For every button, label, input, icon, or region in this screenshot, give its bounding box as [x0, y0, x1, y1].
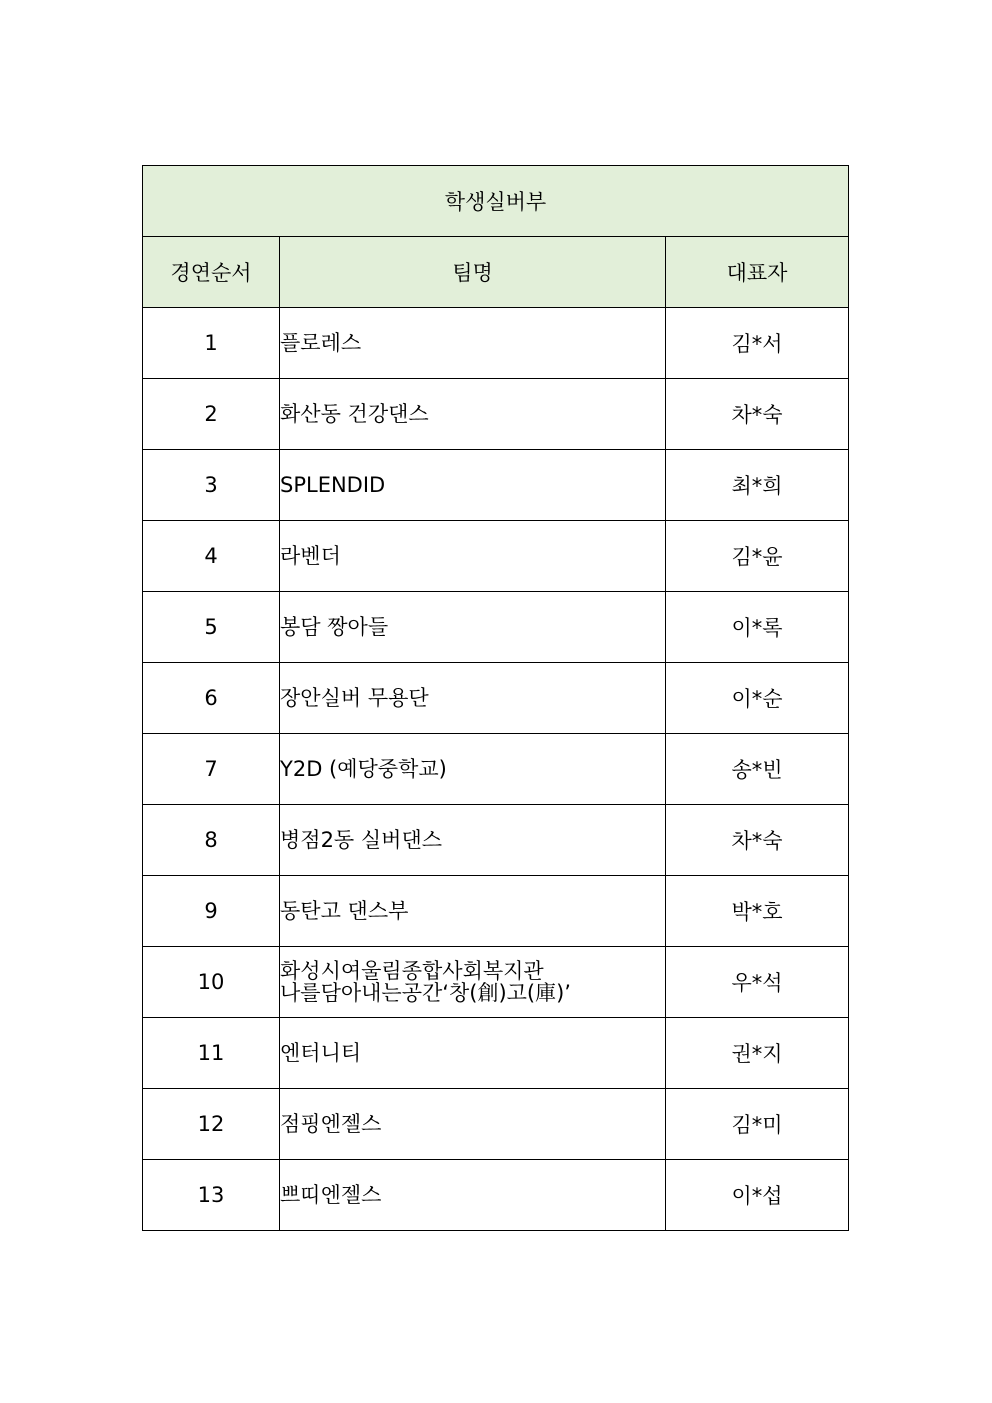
document-page: [142, 165, 848, 1231]
team-name-cell: [280, 1089, 666, 1160]
team-name-line: 장안실버 무용단: [280, 686, 429, 710]
team-name-cell: [280, 805, 666, 876]
table-title: 학생실버부: [143, 166, 849, 237]
team-name-cell: [280, 663, 666, 734]
table-body: [143, 308, 849, 1231]
performance-order-cell: 13: [143, 1160, 280, 1231]
team-name-line: 엔터니티: [280, 1041, 362, 1065]
performance-order-cell: 7: [143, 734, 280, 805]
team-name-cell: [280, 734, 666, 805]
table-row: [143, 663, 849, 734]
representative-cell: 차*숙: [666, 379, 849, 450]
team-name-line: 동탄고 댄스부: [280, 899, 409, 923]
team-name-cell: [280, 1160, 666, 1231]
team-name-cell: [280, 876, 666, 947]
table-row: [143, 1160, 849, 1231]
representative-cell: 우*석: [666, 947, 849, 1018]
representative-cell: 권*지: [666, 1018, 849, 1089]
representative-cell: 김*윤: [666, 521, 849, 592]
table-row: [143, 947, 849, 1018]
table-title-row: [143, 166, 849, 237]
performance-order-cell: 4: [143, 521, 280, 592]
table-row: [143, 1018, 849, 1089]
table-row: [143, 805, 849, 876]
representative-cell: 최*희: [666, 450, 849, 521]
roster-table: [142, 165, 849, 1231]
team-name-line: 쁘띠엔젤스: [280, 1183, 382, 1207]
table-row: [143, 308, 849, 379]
team-name-cell: [280, 450, 666, 521]
table-row: [143, 1089, 849, 1160]
table-row: [143, 592, 849, 663]
team-name-line: 플로레스: [280, 331, 362, 355]
team-name-cell: [280, 379, 666, 450]
performance-order-cell: 2: [143, 379, 280, 450]
team-name-line: 나를담아내는공간‘창(創)고(庫)’: [280, 981, 571, 1005]
team-name-cell: [280, 521, 666, 592]
performance-order-cell: 5: [143, 592, 280, 663]
representative-cell: 박*호: [666, 876, 849, 947]
representative-cell: 김*서: [666, 308, 849, 379]
performance-order-cell: 12: [143, 1089, 280, 1160]
performance-order-cell: 11: [143, 1018, 280, 1089]
team-name-line: 점핑엔젤스: [280, 1112, 382, 1136]
representative-cell: 차*숙: [666, 805, 849, 876]
team-name-cell: [280, 308, 666, 379]
header-team: 팀명: [280, 237, 666, 308]
header-order: 경연순서: [143, 237, 280, 308]
table-row: [143, 734, 849, 805]
performance-order-cell: 3: [143, 450, 280, 521]
table-row: [143, 521, 849, 592]
team-name-cell: [280, 592, 666, 663]
representative-cell: 이*순: [666, 663, 849, 734]
representative-cell: 송*빈: [666, 734, 849, 805]
performance-order-cell: 1: [143, 308, 280, 379]
performance-order-cell: 10: [143, 947, 280, 1018]
representative-cell: 이*록: [666, 592, 849, 663]
team-name-line: 화성시여울림종합사회복지관: [280, 959, 544, 983]
table-row: [143, 876, 849, 947]
team-name-line: 라벤더: [280, 544, 341, 568]
representative-cell: 이*섭: [666, 1160, 849, 1231]
performance-order-cell: 6: [143, 663, 280, 734]
table-header-row: [143, 237, 849, 308]
team-name-line: Y2D (예당중학교): [280, 757, 447, 781]
table-row: [143, 379, 849, 450]
team-name-line: SPLENDID: [280, 473, 386, 497]
header-representative: 대표자: [666, 237, 849, 308]
table-row: [143, 450, 849, 521]
team-name-cell: [280, 1018, 666, 1089]
performance-order-cell: 8: [143, 805, 280, 876]
team-name-line: 봉담 짱아들: [280, 615, 389, 639]
team-name-line: 병점2동 실버댄스: [280, 828, 443, 852]
team-name-line: 화산동 건강댄스: [280, 402, 429, 426]
team-name-cell: [280, 947, 666, 1018]
representative-cell: 김*미: [666, 1089, 849, 1160]
performance-order-cell: 9: [143, 876, 280, 947]
